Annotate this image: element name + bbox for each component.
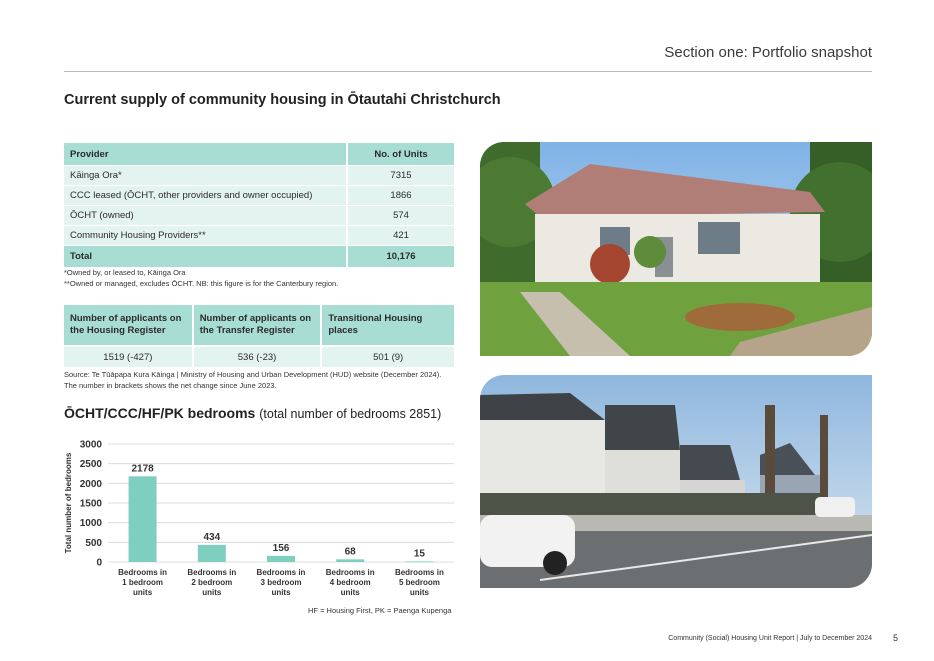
- y-tick-label: 3000: [79, 439, 102, 451]
- units-cell: 7315: [347, 166, 454, 186]
- bar: [267, 556, 295, 562]
- units-cell: 1866: [347, 186, 454, 206]
- report-footer: Community (Social) Housing Unit Report | July to December 2024: [668, 635, 872, 642]
- y-tick-label: 0: [96, 557, 102, 569]
- x-tick-label: Bedrooms in: [394, 568, 444, 577]
- table-row: [64, 166, 454, 186]
- chart-title-sub: (total number of bedrooms 2851): [259, 407, 442, 421]
- units-column-header: No. of Units: [347, 143, 454, 166]
- net-change-note: The number in brackets shows the net change since June 2023.: [64, 381, 277, 390]
- units-cell: 421: [347, 226, 454, 246]
- transitional-housing-header: Transitional Housing places: [321, 305, 454, 346]
- supply-table-header-row: [64, 143, 454, 166]
- data-label: 2178: [131, 463, 154, 475]
- bar: [198, 545, 226, 562]
- transitional-housing-value: 501 (9): [321, 346, 454, 367]
- transfer-register-value: 536 (-23): [193, 346, 322, 367]
- table-row: [64, 206, 454, 226]
- supply-table: [64, 143, 454, 268]
- applicants-header-row: [64, 305, 454, 346]
- data-label: 15: [413, 548, 425, 560]
- bar: [129, 476, 157, 562]
- total-units: 10,176: [347, 246, 454, 268]
- data-label: 68: [344, 546, 356, 558]
- total-label: Total: [64, 246, 347, 268]
- x-tick-label: 3 bedroom: [260, 578, 302, 587]
- x-tick-label: units: [202, 588, 222, 597]
- x-tick-label: units: [271, 588, 291, 597]
- chart-title-main: ŌCHT/CCC/HF/PK bedrooms: [64, 405, 256, 421]
- chart-title: [64, 405, 441, 421]
- x-tick-label: Bedrooms in: [325, 568, 375, 577]
- x-tick-label: units: [340, 588, 360, 597]
- x-tick-label: Bedrooms in: [118, 568, 168, 577]
- x-tick-label: 2 bedroom: [191, 578, 233, 587]
- bar: [405, 561, 433, 562]
- provider-cell: ŌCHT (owned): [64, 206, 347, 226]
- provider-cell: Community Housing Providers**: [64, 226, 347, 246]
- transfer-register-header: Number of applicants on the Transfer Register: [193, 305, 322, 346]
- source-note: Source: Te Tūāpapa Kura Kāinga | Ministry of Housing and Urban Development (HUD) website (December 2024).: [64, 370, 442, 379]
- page-title: Current supply of community housing in Ōtautahi Christchurch: [64, 92, 501, 108]
- y-tick-label: 2000: [79, 478, 102, 490]
- data-label: 156: [272, 542, 290, 554]
- chart-abbreviation-note: HF = Housing First, PK = Paenga Kupenga: [308, 606, 452, 615]
- units-cell: 574: [347, 206, 454, 226]
- header-divider: [64, 71, 872, 72]
- housing-register-header: Number of applicants on the Housing Register: [64, 305, 193, 346]
- table-row: [64, 186, 454, 206]
- x-tick-label: units: [409, 588, 429, 597]
- y-axis-label: Total number of bedrooms: [64, 452, 73, 554]
- footnote-chp: **Owned or managed, excludes ŌCHT. NB: this figure is for the Canterbury region.: [64, 279, 339, 288]
- y-tick-label: 500: [85, 537, 102, 549]
- x-tick-label: Bedrooms in: [256, 568, 306, 577]
- x-tick-label: Bedrooms in: [187, 568, 237, 577]
- x-tick-label: 1 bedroom: [122, 578, 164, 587]
- x-tick-label: units: [133, 588, 153, 597]
- provider-cell: CCC leased (ŌCHT, other providers and owner occupied): [64, 186, 347, 206]
- page-number: 5: [892, 633, 898, 643]
- bedrooms-bar-chart: [60, 434, 460, 606]
- applicants-table: [64, 305, 454, 367]
- bar: [336, 559, 364, 562]
- table-row: [64, 346, 454, 367]
- x-tick-label: 4 bedroom: [329, 578, 371, 587]
- provider-column-header: Provider: [64, 143, 347, 166]
- data-label: 434: [203, 531, 221, 543]
- housing-register-value: 1519 (-427): [64, 346, 193, 367]
- footnote-kainga-ora: *Owned by, or leased to, Kāinga Ora: [64, 268, 186, 277]
- provider-cell: Kāinga Ora*: [64, 166, 347, 186]
- house-photo: [480, 142, 872, 356]
- y-tick-label: 1000: [79, 518, 102, 530]
- section-header: Section one: Portfolio snapshot: [664, 44, 872, 61]
- y-tick-label: 1500: [79, 498, 102, 510]
- x-tick-label: 5 bedroom: [398, 578, 440, 587]
- townhouses-photo: [480, 375, 872, 588]
- total-row: [64, 246, 454, 268]
- table-row: [64, 226, 454, 246]
- y-tick-label: 2500: [79, 459, 102, 471]
